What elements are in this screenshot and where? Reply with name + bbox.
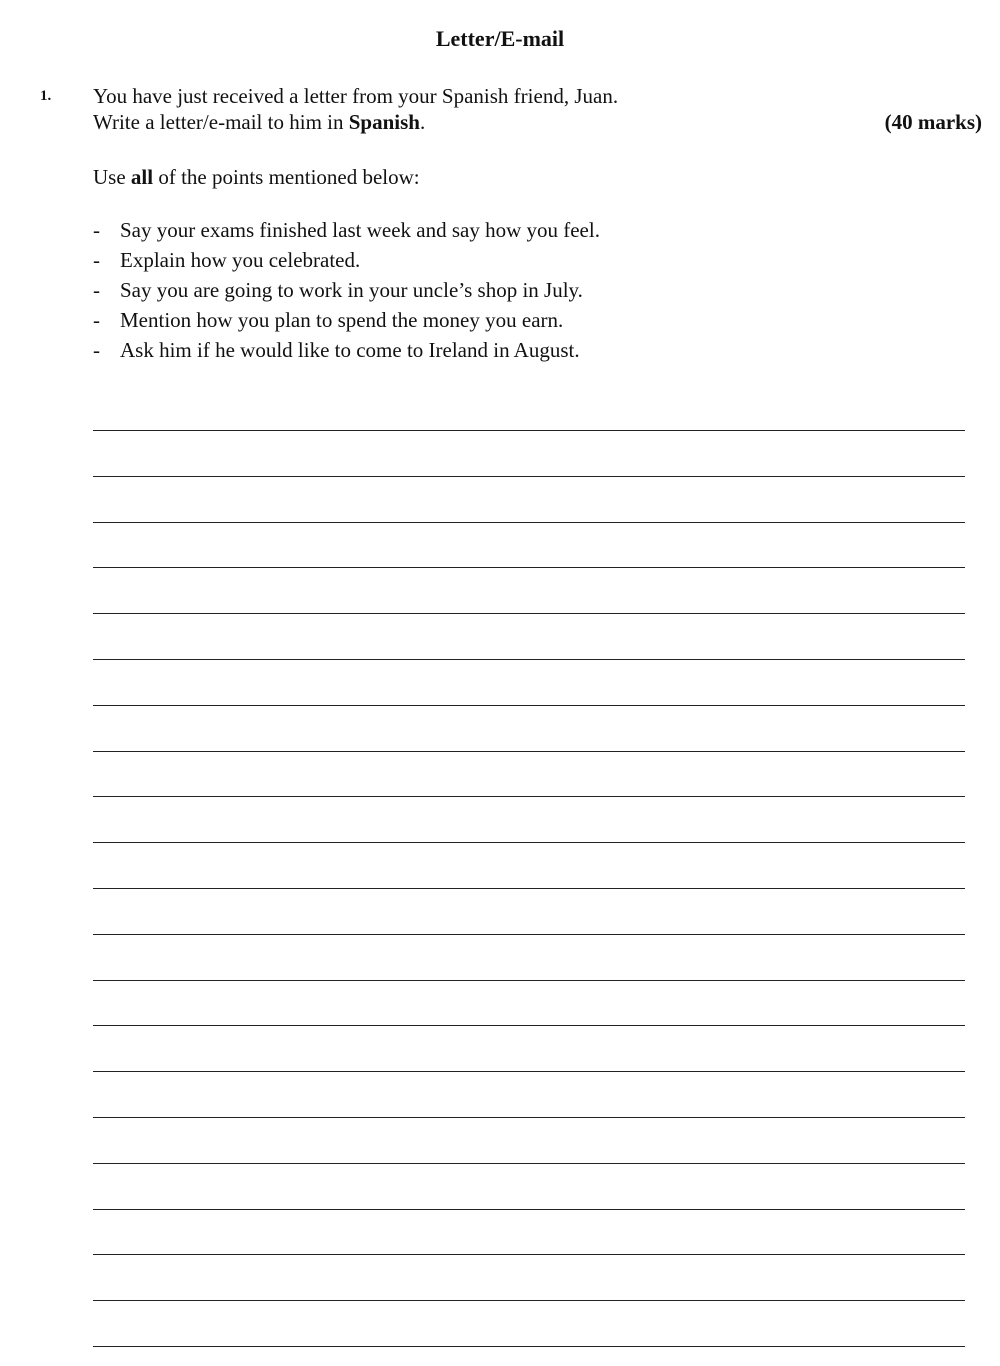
answer-line[interactable] <box>93 1209 965 1210</box>
language-emphasis: Spanish <box>348 110 420 134</box>
answer-line[interactable] <box>93 430 965 431</box>
answer-line[interactable] <box>93 1117 965 1118</box>
answer-line[interactable] <box>93 796 965 797</box>
answer-line[interactable] <box>93 522 965 523</box>
point-text: Explain how you celebrated. <box>120 248 361 272</box>
answer-line[interactable] <box>93 751 965 752</box>
bullet-dash: - <box>93 218 100 242</box>
instruction-prefix: Use <box>93 165 131 189</box>
intro-line-1: You have just received a letter from your Spanish friend, Juan. <box>93 84 619 108</box>
answer-area[interactable] <box>93 0 965 1366</box>
answer-line[interactable] <box>93 659 965 660</box>
page-title: Letter/E-mail <box>435 26 565 51</box>
question-number: 1. <box>40 88 52 104</box>
answer-line[interactable] <box>93 705 965 706</box>
bullet-dash: - <box>93 308 100 332</box>
answer-line[interactable] <box>93 476 965 477</box>
answer-line[interactable] <box>93 1071 965 1072</box>
answer-line[interactable] <box>93 613 965 614</box>
answer-line[interactable] <box>93 888 965 889</box>
point-text: Ask him if he would like to come to Ireland in August. <box>120 338 580 362</box>
point-text: Say you are going to work in your uncle’s shop in July. <box>120 278 583 302</box>
answer-line[interactable] <box>93 567 965 568</box>
answer-line[interactable] <box>93 1163 965 1164</box>
answer-line[interactable] <box>93 1254 965 1255</box>
marks-label: (40 marks) <box>884 110 982 134</box>
bullet-dash: - <box>93 278 100 302</box>
instruction-emphasis: all <box>130 165 154 189</box>
intro-line-2-suffix: . <box>419 110 426 134</box>
answer-line[interactable] <box>93 980 965 981</box>
answer-line[interactable] <box>93 842 965 843</box>
bullet-dash: - <box>93 248 100 272</box>
point-text: Say your exams finished last week and say how you feel. <box>120 218 600 242</box>
answer-line[interactable] <box>93 1300 965 1301</box>
instruction-suffix: of the points mentioned below: <box>153 165 420 189</box>
answer-line[interactable] <box>93 1346 965 1347</box>
bullet-dash: - <box>93 338 100 362</box>
intro-line-2-prefix: Write a letter/e-mail to him in <box>93 110 349 134</box>
answer-line[interactable] <box>93 1025 965 1026</box>
point-text: Mention how you plan to spend the money you earn. <box>120 308 564 332</box>
answer-line[interactable] <box>93 934 965 935</box>
